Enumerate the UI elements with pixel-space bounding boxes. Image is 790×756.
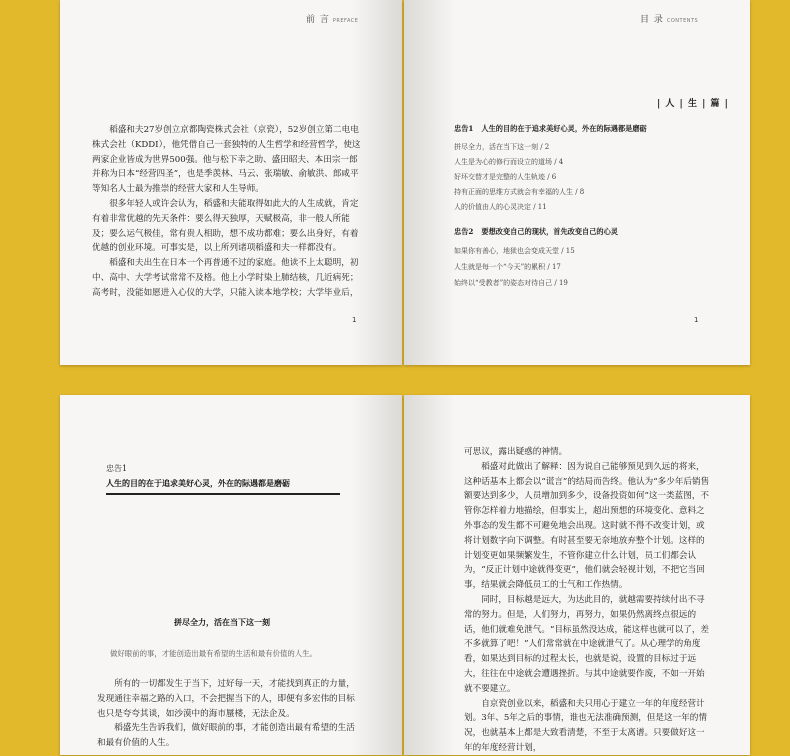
toc-part-title: | 人 | 生 | 篇 |: [657, 99, 729, 109]
toc-entry[interactable]: 持有正面的思维方式就会有幸福的人生 / 8: [454, 188, 585, 196]
continued-paragraph: 同时，目标越是远大，为达此目的，就越需要持续付出不寻常的努力。但是，人们努力，再努力，如果仍然离终点很远的话，他们就难免泄气。“目标虽然没达成，能这样也就可以了，差不多就算了吧！”人们常常就在中途就泄气了。从心理学的角度看，如果达到目标的过程太长，也就是说，设置的目标过于远大，往往在中途就会遭遇挫折。与其中途就要作废，不如一开始就不要建立。: [464, 594, 710, 694]
contents-page-number: 1: [694, 316, 699, 324]
toc-chapter-label: 忠告1: [454, 124, 474, 133]
toc-chapter-label: 忠告2: [454, 227, 474, 236]
chapter-body: [97, 677, 361, 747]
preface-header: [306, 12, 358, 25]
toc-entry[interactable]: 人生就是每一个“今天”的累积 / 17: [454, 263, 561, 271]
preface-paragraph: 很多年轻人或许会认为，稻盛和夫能取得如此大的人生成就，肯定有着非常优越的先天条件：要么得天独厚，天赋极高，非一般人所能及；要么运气极佳，常有贵人相助，想不成功都难；要么出身好，有着优越的创业环境。可事实是，以上所列诸项稻盛和夫一样都没有。: [92, 198, 359, 254]
toc-entry[interactable]: 人的价值由人的心灵决定 / 11: [454, 203, 547, 211]
contents-header-en: CONTENTS: [666, 18, 699, 24]
toc-chapter-title: 人生的目的在于追求美好心灵，外在的际遇都是磨砺: [481, 124, 647, 133]
contents-header-cn: 目 录: [640, 15, 664, 25]
toc-entry[interactable]: 人生是为心的修行而设立的道场 / 4: [454, 158, 564, 166]
toc-chapter-title: 要想改变自己的现状，首先改变自己的心灵: [481, 227, 618, 236]
preface-paragraph: 稻盛和夫27岁创立京都陶瓷株式会社（京瓷），52岁创立第二电电株式会社（KDDI），他凭借自己一套独特的人生哲学和经营哲学，使这两家企业皆成为世界500强。他与松下幸之助、盛田昭夫、本田宗一郎并称为日本“经营四圣”，也是季羡林、马云、张瑞敏、俞敏洪、郎咸平等知名人士最为推崇的经营大家和人生导师。: [92, 125, 361, 195]
section-title: 拼尽全力，活在当下这一刻: [174, 617, 270, 627]
toc-entry[interactable]: 始终以“受教者”的姿态对待自己 / 19: [454, 279, 568, 287]
preface-page-number: 1: [352, 316, 357, 324]
chapter-title: 人生的目的在于追求美好心灵，外在的际遇都是磨砺: [106, 478, 290, 488]
contents-header: [640, 12, 698, 25]
preface-paragraph: 稻盛和夫出生在日本一个再普通不过的家庭。他读不上太聪明，初中、高中、大学考试常常不及格。他上小学时染上肺结核，几近病死；高考时，没能如愿进入心仪的大学，只能入读本地学校；大学毕业后，: [92, 258, 359, 298]
toc-chapter-heading: [454, 124, 647, 134]
continued-body: [464, 445, 712, 753]
contents-page: [404, 0, 750, 365]
chapter-title-rule: [106, 493, 340, 495]
preface-body: [92, 123, 362, 301]
toc-entry[interactable]: 拼尽全力，活在当下这一刻 / 2: [454, 143, 550, 151]
preface-page: [60, 0, 402, 365]
continued-paragraph: 稻盛对此做出了解释：因为说自己能够预见到久远的将来，这种话基本上都会以“谎言”的结局而告终。他认为“多少年后销售额要达到多少，人员增加到多少，设备投资如何”这一类蓝图，不管你怎样着力地描绘，但事实上，超出预想的环境变化、意料之外事态的发生都不可避免地会出现。这时就不得不改变计划，或将计划数字向下调整。有时甚至要无奈地放弃整个计划。这样的计划变更如果频繁发生，不管你建立什么计划，员工们都会认为，“反正计划中途就得变更”，他们就会轻视计划，不把它当回事，结果就会降低员工的士气和工作热情。: [464, 461, 710, 591]
chapter-page: [60, 395, 402, 755]
continued-page: [404, 395, 750, 755]
toc-entry[interactable]: 如果你有善心，地狱也会变成天堂 / 15: [454, 247, 575, 255]
preface-header-cn: 前 言: [306, 15, 330, 25]
epigraph: 做好眼前的事，才能创造出最有希望的生活和最有价值的人生。: [110, 649, 317, 658]
toc-entry[interactable]: 好坏交替才是完整的人生轨迹 / 6: [454, 173, 557, 181]
chapter-paragraph: 稻盛先生告诉我们，做好眼前的事，才能创造出最有希望的生活和最有价值的人生。: [97, 723, 355, 749]
preface-header-en: PREFACE: [332, 18, 359, 24]
continued-paragraph: 可思议，露出疑惑的神情。: [464, 447, 568, 457]
chapter-paragraph: 所有的一切都发生于当下，过好每一天，才能找到真正的力量，发现通往幸福之路的入口，不会把握当下的人，即便有多宏伟的目标也只是夸夸其谈，如沙漠中的海市蜃楼，无法企及。: [97, 679, 355, 719]
continued-paragraph: 自京瓷创业以来，稻盛和夫只用心于建立一年的年度经营计划。3年、5年之后的事情，谁也无法准确预测，但是这一年的情况，也就基本上都是大致看清楚，不至于太离谱。只要做好这一年的年度经营计划，: [464, 698, 707, 753]
toc-chapter-heading: [454, 227, 618, 237]
chapter-label: 忠告1: [106, 464, 128, 473]
